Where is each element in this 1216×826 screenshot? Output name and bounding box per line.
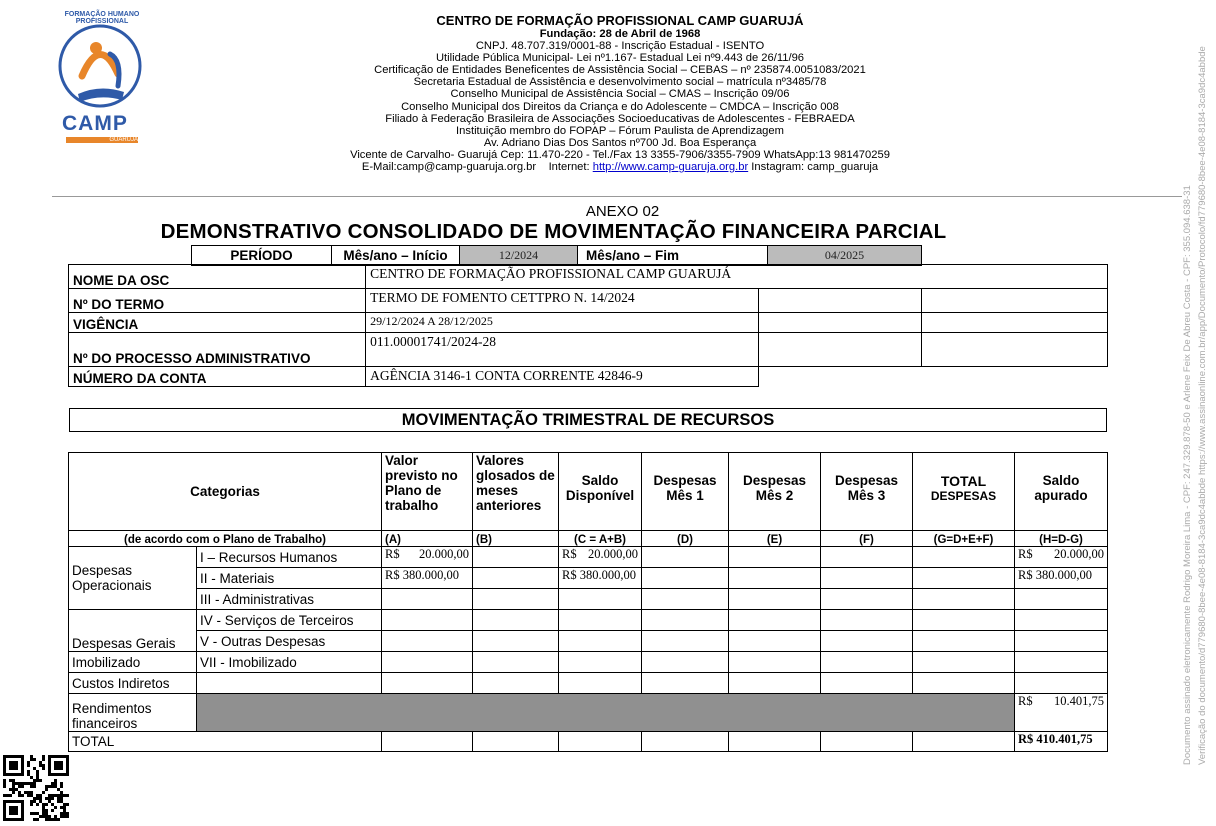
- col-g-sub: (G=D+E+F): [913, 531, 1015, 547]
- currency: R$: [562, 547, 577, 561]
- fim-label: Mês/ano – Fim: [578, 246, 768, 265]
- cell-b: [473, 732, 559, 752]
- cell-b: [473, 652, 559, 673]
- logo-name: CAMP: [62, 112, 128, 135]
- col-g: [913, 453, 1015, 531]
- table-row: [69, 631, 1108, 652]
- signature-sidebar: [1178, 0, 1216, 823]
- cell-g: [913, 652, 1015, 673]
- founded-date: Fundação: 28 de Abril de 1968: [539, 28, 701, 40]
- cell-g: [913, 589, 1015, 610]
- col-h: Saldo apurado: [1015, 453, 1108, 531]
- org-name: CENTRO DE FORMAÇÃO PROFISSIONAL CAMP GUARUJÁ: [436, 13, 804, 28]
- cell-f: [821, 610, 913, 631]
- section-title: MOVIMENTAÇÃO TRIMESTRAL DE RECURSOS: [69, 408, 1107, 432]
- cell-h: R$ 380.000,00: [1015, 568, 1108, 589]
- cell-e: [729, 652, 821, 673]
- cell-f: [821, 547, 913, 568]
- header-line: Conselho Municipal de Assistência Social – CMAS – Inscrição 09/06: [450, 88, 790, 101]
- cell-h: [1015, 694, 1108, 732]
- col-a: Valor previsto no Plano de trabalho: [382, 453, 473, 531]
- termo-label: Nº DO TERMO: [69, 289, 366, 313]
- cell-f: [821, 652, 913, 673]
- cell-d: [642, 610, 729, 631]
- total-row: [69, 732, 1108, 752]
- cell-b: [473, 631, 559, 652]
- cell-label: [197, 673, 382, 694]
- email: E-Mail:camp@camp-guaruja.org.br: [361, 161, 537, 174]
- cell-d: [642, 652, 729, 673]
- periodo-row: [191, 245, 922, 266]
- currency: R$: [1018, 694, 1033, 708]
- processo-value: 011.00001741/2024-28: [366, 333, 759, 367]
- header-line: Conselho Municipal dos Direitos da Criança e do Adolescente – CMDCA – Inscrição 008: [401, 100, 839, 113]
- amount: 20.000,00: [419, 547, 469, 561]
- col-e: Despesas Mês 2: [729, 453, 821, 531]
- info-row-conta: [69, 367, 1108, 387]
- cell-c: [559, 673, 642, 694]
- info-row-processo: [69, 333, 1108, 367]
- movement-table: [68, 452, 1108, 752]
- info-row-vigencia: [69, 313, 1108, 333]
- group-gerais: Despesas Gerais: [69, 610, 197, 652]
- col-a-sub: (A): [382, 531, 473, 547]
- cell-a: [382, 589, 473, 610]
- cell-c: [559, 652, 642, 673]
- cell-c: [559, 732, 642, 752]
- cell-a: [382, 673, 473, 694]
- header-sub-row: [69, 531, 1108, 547]
- empty-cell: [922, 289, 1108, 313]
- cell-d: [642, 673, 729, 694]
- row-label: VII - Imobilizado: [197, 652, 382, 673]
- osc-label: NOME DA OSC: [69, 265, 366, 289]
- instagram: Instagram: camp_guaruja: [751, 161, 879, 174]
- amount: 20.000,00: [588, 547, 638, 561]
- cell-h: [1015, 673, 1108, 694]
- anexo-label: ANEXO 02: [585, 203, 660, 220]
- header-row: [69, 453, 1108, 531]
- header-line: Av. Adriano Dias Dos Santos nº700 Jd. Boa Esperança: [483, 136, 757, 149]
- table-row: [69, 568, 1108, 589]
- cell-e: [729, 610, 821, 631]
- col-h-sub: (H=D-G): [1015, 531, 1108, 547]
- col-categorias: Categorias: [69, 453, 382, 531]
- fim-value: 04/2025: [768, 246, 921, 265]
- cell-a: [382, 631, 473, 652]
- blank-cell: [758, 367, 922, 387]
- cell-b: [473, 589, 559, 610]
- col-c: Saldo Disponível: [559, 453, 642, 531]
- cell-g: [913, 568, 1015, 589]
- cell-b: [473, 568, 559, 589]
- group-imobilizado: Imobilizado: [69, 652, 197, 673]
- row-label: V - Outras Despesas: [197, 631, 382, 652]
- blank-cell: [922, 367, 1108, 387]
- info-row-termo: [69, 289, 1108, 313]
- cell-h: [1015, 547, 1108, 568]
- row-label: II - Materiais: [197, 568, 382, 589]
- cell-g: [913, 631, 1015, 652]
- inicio-label: Mês/ano – Início: [332, 246, 460, 265]
- amount: 20.000,00: [1054, 547, 1104, 561]
- cell-d: [642, 568, 729, 589]
- empty-cell: [922, 313, 1108, 333]
- cell-c: [559, 589, 642, 610]
- cell-f: [821, 568, 913, 589]
- amount: 10.401,75: [1054, 694, 1104, 708]
- cell-b: [473, 673, 559, 694]
- cell-f: [821, 589, 913, 610]
- signature-text: Documento assinado eletronicamente Rodrigo Moreira Lima - CPF: 247.329.878-50 e Arlene Feix De Abreu Costa - CPF: 355.094.638-31: [1182, 185, 1193, 765]
- shaded-cell: [197, 694, 1015, 732]
- col-d-sub: (D): [642, 531, 729, 547]
- col-b: Valores glosados de meses anteriores: [473, 453, 559, 531]
- document-title: DEMONSTRATIVO CONSOLIDADO DE MOVIMENTAÇÃO FINANCEIRA PARCIAL: [160, 220, 947, 243]
- cell-g: [913, 547, 1015, 568]
- header-line: Instituição membro do FOPAP – Fórum Paulista de Aprendizagem: [456, 124, 784, 137]
- info-row-osc: [69, 265, 1108, 289]
- cell-h: [1015, 610, 1108, 631]
- cell-d: [642, 589, 729, 610]
- cell-g: [913, 732, 1015, 752]
- cell-h: [1015, 652, 1108, 673]
- processo-label: Nº DO PROCESSO ADMINISTRATIVO: [69, 333, 366, 367]
- inicio-value: 12/2024: [460, 246, 578, 265]
- cell-e: [729, 631, 821, 652]
- termo-value: TERMO DE FOMENTO CETTPRO N. 14/2024: [366, 289, 759, 313]
- cell-g: [913, 610, 1015, 631]
- cell-a: [382, 652, 473, 673]
- verification-text: Verificação do documento/d779680-8bee-4e08-8184-3ca9dc4abbde https://www.assinaonline.com.br/app/Documento/Protocolo/fd779680-8bee-4e08-8184-3ca9dc4abbde: [1197, 46, 1208, 765]
- empty-cell: [922, 333, 1108, 367]
- currency: R$: [1018, 547, 1033, 561]
- cell-f: [821, 673, 913, 694]
- cell-d: [642, 547, 729, 568]
- group-rendimentos: Rendimentos financeiros: [69, 694, 197, 732]
- empty-cell: [758, 333, 922, 367]
- cell-c: [559, 631, 642, 652]
- periodo-label: PERÍODO: [192, 246, 332, 265]
- table-row: [69, 610, 1108, 631]
- cell-d: [642, 631, 729, 652]
- cell-f: [821, 732, 913, 752]
- org-logo: [52, 11, 152, 149]
- col-f-sub: (F): [821, 531, 913, 547]
- cell-h: [1015, 631, 1108, 652]
- empty-cell: [758, 289, 922, 313]
- cell-e: [729, 568, 821, 589]
- table-row: [69, 652, 1108, 673]
- header-line: Certificação de Entidades Beneficentes de Assistência Social – CEBAS – nº 235874.0051083/2021: [374, 64, 866, 77]
- logo-ring-text: FORMAÇÃO HUMANO PROFISSIONAL: [64, 11, 140, 25]
- table-row: [69, 673, 1108, 694]
- cell-c: R$ 380.000,00: [559, 568, 642, 589]
- osc-value: CENTRO DE FORMAÇÃO PROFISSIONAL CAMP GUARUJÁ: [366, 265, 1108, 289]
- cell-a: [382, 610, 473, 631]
- cell-a: [382, 547, 473, 568]
- header-line: Utilidade Pública Municipal- Lei nº1.167- Estadual Lei nº9.443 de 26/11/96: [435, 52, 805, 65]
- col-e-sub: (E): [729, 531, 821, 547]
- header-line: Vicente de Carvalho- Guarujá Cep: 11.470-220 - Tel./Fax 13 3355-7906/3355-7909 WhatsApp:13 981470259: [350, 148, 890, 161]
- cell-e: [729, 547, 821, 568]
- cell-e: [729, 673, 821, 694]
- header-divider: [52, 196, 1182, 197]
- conta-value: AGÊNCIA 3146-1 CONTA CORRENTE 42846-9: [366, 367, 759, 387]
- logo-sub: GUARUJÁ: [66, 137, 138, 143]
- cell-f: [821, 631, 913, 652]
- cell-c: [559, 547, 642, 568]
- cell-a: [382, 732, 473, 752]
- cell-h: [1015, 589, 1108, 610]
- row-label: I – Recursos Humanos: [197, 547, 382, 568]
- cell-d: [642, 732, 729, 752]
- contact-line: [250, 161, 990, 173]
- total-label: TOTAL: [69, 732, 382, 752]
- cell-b: [473, 610, 559, 631]
- header-line: CNPJ. 48.707.319/0001-88 - Inscrição Estadual - ISENTO: [475, 40, 765, 53]
- col-g-despesas: DESPESAS: [930, 489, 997, 503]
- header-line: Filiado à Federação Brasileira de Associações Socioeducativas de Adolescentes - FEBRAEDA: [385, 112, 855, 125]
- group-custos: Custos Indiretos: [69, 673, 197, 694]
- info-table: [68, 264, 1108, 387]
- col-d: Despesas Mês 1: [642, 453, 729, 531]
- qr-code: [3, 755, 69, 821]
- col-g-total: TOTAL: [940, 473, 987, 489]
- table-row: [69, 547, 1108, 568]
- group-operacionais: Despesas Operacionais: [69, 547, 197, 610]
- letterhead: [250, 13, 990, 173]
- conta-label: NÚMERO DA CONTA: [69, 367, 366, 387]
- row-label: IV - Serviços de Terceiros: [197, 610, 382, 631]
- row-label: III - Administrativas: [197, 589, 382, 610]
- header-line: Secretaria Estadual de Assistência e desenvolvimento social – matrícula nº3485/78: [413, 76, 827, 89]
- total-value: R$ 410.401,75: [1015, 732, 1108, 752]
- cell-a: R$ 380.000,00: [382, 568, 473, 589]
- cell-b: [473, 547, 559, 568]
- col-b-sub: (B): [473, 531, 559, 547]
- cell-c: [559, 610, 642, 631]
- table-row: [69, 589, 1108, 610]
- col-categorias-sub: (de acordo com o Plano de Trabalho): [69, 531, 382, 547]
- col-c-sub: (C = A+B): [559, 531, 642, 547]
- website-link[interactable]: http://www.camp-guaruja.org.br: [592, 161, 749, 174]
- table-row: [69, 694, 1108, 732]
- vigencia-value: 29/12/2024 A 28/12/2025: [366, 313, 759, 333]
- cell-e: [729, 589, 821, 610]
- vigencia-label: VIGÊNCIA: [69, 313, 366, 333]
- cell-e: [729, 732, 821, 752]
- col-f: Despesas Mês 3: [821, 453, 913, 531]
- cell-g: [913, 673, 1015, 694]
- internet-label: Internet:: [548, 161, 590, 174]
- empty-cell: [758, 313, 922, 333]
- currency: R$: [385, 547, 400, 561]
